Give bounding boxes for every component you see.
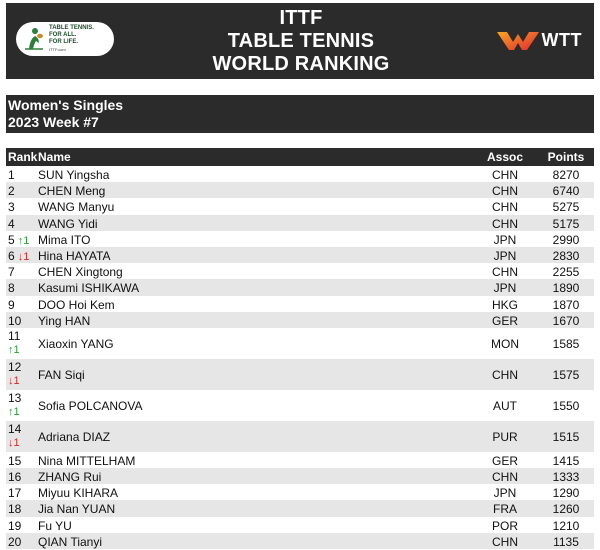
rank-cell (8, 470, 21, 484)
column-header-name: Name (38, 150, 71, 164)
rank-number: 13 (8, 390, 22, 405)
rank-number: 11 (8, 328, 21, 343)
player-name: QIAN Tianyi (38, 534, 103, 549)
table-row (6, 279, 594, 295)
ranking-points: 2990 (552, 232, 580, 247)
rank-cell (8, 314, 21, 328)
rank-number: 17 (8, 486, 22, 501)
rank-change-down: ↓1 (8, 436, 20, 449)
rank-cell (8, 265, 15, 279)
rank-cell (8, 168, 15, 182)
header-banner (6, 3, 594, 79)
association: AUT (493, 398, 517, 413)
ranking-points: 5275 (552, 200, 580, 215)
rank-cell (8, 390, 22, 418)
table-row (6, 533, 594, 549)
ranking-week: 2023 Week #7 (8, 114, 99, 130)
player-name: Xiaoxin YANG (38, 336, 114, 351)
table-row (6, 328, 594, 359)
player-name: Mima ITO (38, 232, 91, 247)
player-name: Sofia POLCANOVA (38, 398, 143, 413)
rank-number: 15 (8, 453, 22, 468)
table-row (6, 500, 594, 516)
ranking-points: 2255 (552, 265, 580, 280)
rank-change-down: ↓1 (8, 374, 20, 387)
rank-cell (8, 328, 21, 356)
player-name: SUN Yingsha (38, 168, 110, 182)
player-name: CHEN Xingtong (38, 265, 123, 280)
association: GER (491, 453, 518, 468)
ranking-points: 1670 (552, 313, 580, 328)
association: CHN (492, 184, 518, 199)
player-name: Nina MITTELHAM (38, 453, 136, 468)
player-name: CHEN Meng (38, 184, 106, 199)
ittf-slogan-line: FOR ALL. (49, 32, 77, 38)
rank-number: 19 (8, 518, 22, 533)
rank-change-down: ↓1 (17, 250, 30, 263)
association: HKG (491, 297, 518, 312)
ittf-player-icon (24, 27, 44, 51)
rank-number: 9 (8, 297, 15, 312)
association: GER (491, 313, 518, 328)
rank-cell (8, 233, 29, 247)
table-header (6, 148, 594, 166)
association: CHN (492, 265, 518, 280)
table-row (6, 517, 594, 533)
rank-cell (8, 454, 21, 468)
table-row (6, 166, 594, 182)
rank-cell (8, 359, 22, 387)
table-row (6, 359, 594, 390)
ranking-points: 1210 (552, 518, 580, 533)
rank-number: 5 (8, 232, 15, 247)
association: JPN (493, 232, 517, 247)
ittf-logo (16, 22, 114, 56)
rank-number: 1 (8, 168, 15, 182)
table-row (6, 247, 594, 263)
ranking-points: 1260 (552, 502, 580, 517)
player-name: WANG Manyu (38, 200, 115, 215)
rank-number: 10 (8, 313, 22, 328)
player-name: Adriana DIAZ (38, 429, 111, 444)
ranking-points: 1575 (552, 367, 580, 382)
rank-cell (8, 421, 22, 449)
table-row (6, 231, 594, 247)
rank-cell (8, 249, 29, 263)
ittf-slogan-line: TABLE TENNIS. (49, 25, 94, 31)
player-name: WANG Yidi (38, 216, 98, 231)
rank-change-up: ↑1 (8, 405, 20, 418)
association: CHN (492, 470, 518, 485)
rank-number: 20 (8, 534, 22, 549)
association: JPN (493, 281, 517, 296)
association: CHN (492, 367, 518, 382)
association: MON (491, 336, 519, 351)
rank-number: 12 (8, 359, 22, 374)
table-row (6, 390, 594, 421)
ranking-points: 1290 (552, 486, 580, 501)
rank-cell (8, 184, 15, 198)
ranking-table (6, 166, 594, 549)
player-name: DOO Hoi Kem (38, 297, 115, 312)
title-line: WORLD RANKING (212, 53, 390, 75)
rank-change-up: ↑1 (17, 234, 30, 247)
rank-number: 14 (8, 421, 22, 436)
rank-number: 16 (8, 470, 22, 485)
ranking-points: 1135 (553, 534, 579, 549)
ittf-url: ITTF.com (49, 47, 66, 52)
association: JPN (493, 248, 517, 263)
association: FRA (493, 502, 517, 517)
column-header-points: Points (547, 150, 585, 164)
rank-number: 18 (8, 502, 22, 517)
player-name: Fu YU (38, 518, 72, 533)
ranking-points: 1333 (552, 470, 580, 485)
association: CHN (492, 200, 518, 215)
rank-cell (8, 200, 15, 214)
table-row (6, 296, 594, 312)
rank-number: 6 (8, 248, 15, 263)
ranking-points: 1515 (552, 429, 580, 444)
rank-cell (8, 486, 21, 500)
table-row (6, 182, 594, 198)
table-row (6, 312, 594, 328)
page-title (156, 7, 446, 76)
ranking-points: 2830 (552, 248, 580, 263)
player-name: Jia Nan YUAN (38, 502, 116, 517)
ranking-points: 5175 (552, 216, 580, 231)
table-row (6, 484, 594, 500)
title-line: TABLE TENNIS (227, 30, 375, 52)
category-title: Women's Singles (8, 97, 124, 113)
rank-cell (8, 519, 21, 533)
ranking-points: 6740 (552, 184, 580, 199)
table-row (6, 468, 594, 484)
player-name: Hina HAYATA (38, 248, 111, 263)
ranking-points: 1550 (552, 398, 580, 413)
association: CHN (492, 534, 518, 549)
wtt-wordmark: WTT (541, 29, 582, 50)
rank-cell (8, 217, 15, 231)
column-header-rank: Rank (8, 150, 38, 164)
player-name: Ying HAN (38, 313, 91, 328)
rank-cell (8, 298, 15, 312)
ittf-slogan-line: FOR LIFE. (49, 39, 78, 45)
rank-cell (8, 535, 21, 549)
ranking-points: 1870 (552, 297, 580, 312)
player-name: Kasumi ISHIKAWA (38, 281, 140, 296)
wtt-w-icon (497, 28, 539, 52)
rank-number: 3 (8, 200, 15, 215)
rank-cell (8, 502, 21, 516)
ranking-points: 1890 (552, 281, 580, 296)
wtt-logo (497, 28, 582, 52)
ranking-points: 1415 (552, 453, 580, 468)
table-row (6, 215, 594, 231)
rank-cell (8, 281, 15, 295)
rank-number: 2 (8, 184, 15, 199)
ranking-points: 8270 (552, 168, 580, 182)
column-header-assoc: Assoc (486, 150, 524, 164)
table-row (6, 198, 594, 214)
ranking-points: 1585 (552, 336, 580, 351)
title-line: ITTF (279, 7, 323, 29)
association: PUR (492, 429, 518, 444)
rank-number: 7 (8, 265, 15, 280)
player-name: FAN Siqi (38, 367, 85, 382)
association: JPN (493, 486, 517, 501)
table-row (6, 421, 594, 452)
ranking-category (6, 95, 594, 133)
rank-number: 8 (8, 281, 15, 296)
association: CHN (492, 168, 518, 182)
table-row (6, 263, 594, 279)
rank-change-up: ↑1 (8, 343, 20, 356)
association: POR (491, 518, 518, 533)
rank-number: 4 (8, 216, 15, 231)
player-name: ZHANG Rui (38, 470, 102, 485)
player-name: Miyuu KIHARA (38, 486, 119, 501)
table-row (6, 452, 594, 468)
association: CHN (492, 216, 518, 231)
ittf-slogan (49, 25, 94, 53)
